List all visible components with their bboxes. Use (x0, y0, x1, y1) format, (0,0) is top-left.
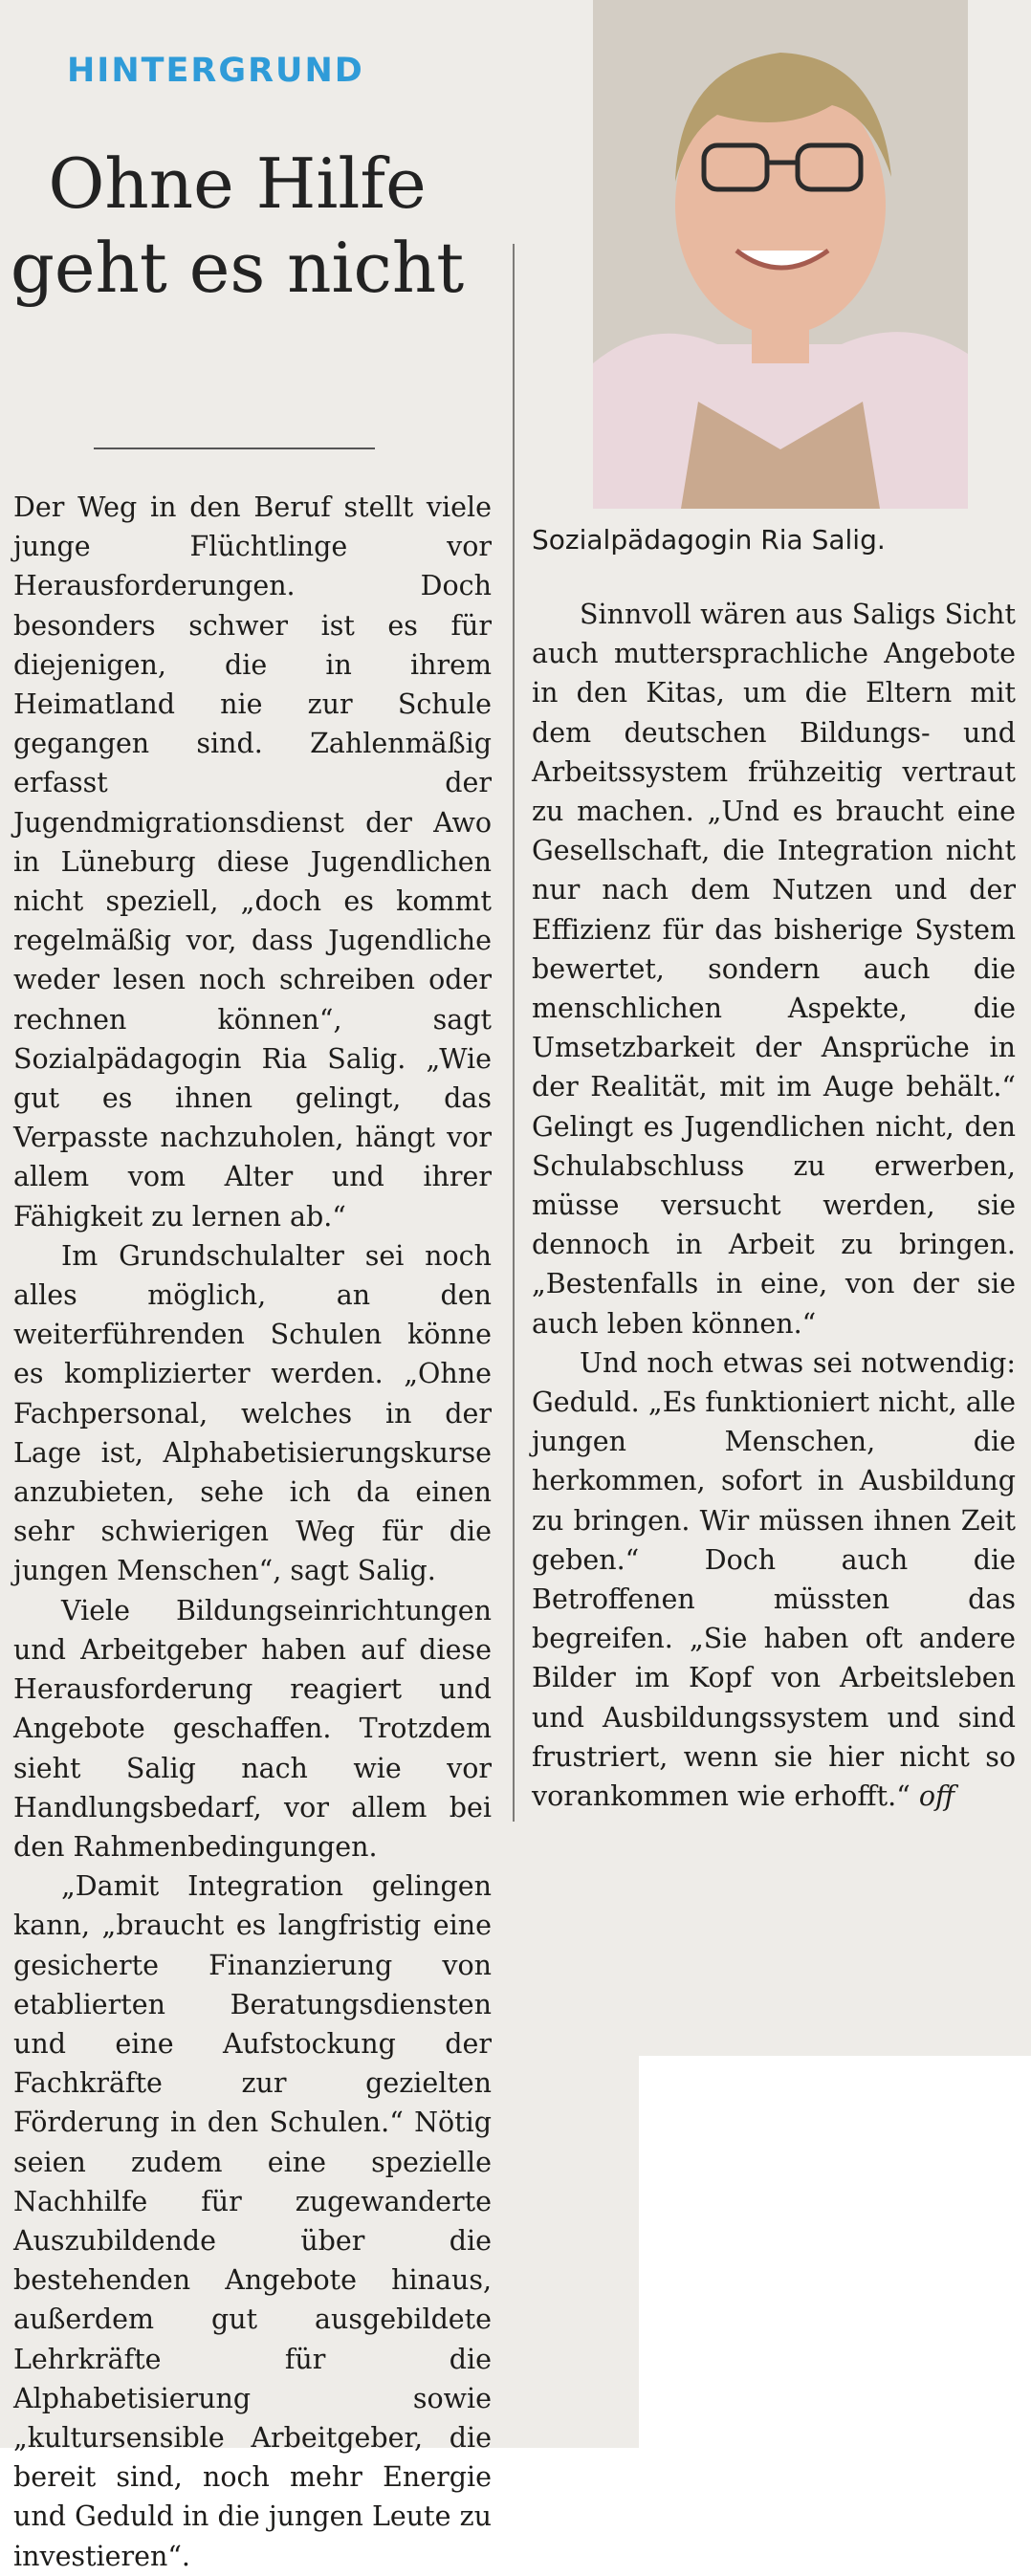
article-column-right (532, 595, 1016, 1816)
paragraph: „Damit Integration gelingen kann, „braucht es langfristig eine gesicherte Finanzierung von etablierten Beratungsdiensten und eine Aufstockung der Fachkräfte zur gezielten Förderung in den Schulen.“ Nötig seien zudem eine spezielle Nachhilfe für zugewanderte Auszubildende über die bestehenden Angebote hinaus, außerdem gut ausgebildete Lehrkräfte für die Alphabetisierung sowie „kultursensible Arbeitgeber, die bereit sind, noch mehr Energie und Geduld in die jungen Leute zu investieren“. (13, 1870, 492, 2572)
article-column-left (13, 488, 492, 2576)
portrait-illustration (593, 0, 968, 509)
article-headline: Ohne Hilfe geht es nicht (10, 143, 465, 308)
paragraph: Sinnvoll wären aus Saligs Sicht auch muttersprachliche Angebote in den Kitas, um die Eltern mit dem deutschen Bildungs- und Arbeitssystem frühzeitig vertraut zu machen. „Und es braucht eine Gesellschaft, die Integration nicht nur nach dem Nutzen und der Effizienz für das bisherige System bewertet, sondern auch die menschlichen Aspekte, die Umsetzbarkeit der Ansprüche in der Realität, mit im Auge behält.“ Gelingt es Jugendlichen nicht, den Schulabschluss zu erwerben, müsse versucht werden, sie dennoch in Arbeit zu bringen. „Bestenfalls in eine, von der sie auch leben können.“ (532, 599, 1016, 1340)
paragraph: Im Grundschulalter sei noch alles möglich, an den weiterführenden Schulen könne es komplizierter werden. „Ohne Fachpersonal, welches in der Lage ist, Alphabetisierungskurse anzubieten, sehe ich da einen sehr schwierigen Weg für die jungen Menschen“, sagt Salig. (13, 1239, 492, 1587)
paragraph: Viele Bildungseinrichtungen und Arbeitgeber haben auf diese Herausforderung reagiert und Angebote geschaffen. Trotzdem sieht Salig nach wie vor Handlungsbedarf, vor allem bei den Rahmenbedingungen. (13, 1594, 492, 1863)
author-signature: off (918, 1780, 955, 1813)
headline-rule (94, 448, 375, 449)
column-divider (513, 244, 515, 1822)
paragraph: Der Weg in den Beruf stellt viele junge Flüchtlinge vor Herausforderungen. Doch besonders schwer ist es für diejenigen, die in ihrem Heimatland nie zur Schule gegangen sind. Zahlenmäßig erfasst der Jugendmigrationsdienst der Awo in Lüneburg diese Jugendlichen nicht speziell, „doch es kommt regelmäßig vor, dass Jugendliche weder lesen noch schreiben oder rechnen können“, sagt Sozialpädagogin Ria Salig. „Wie gut es ihnen gelingt, das Verpasste nachzuholen, hängt vor allem vom Alter und ihrer Fähigkeit zu lernen ab.“ (13, 491, 492, 1233)
photo-caption: Sozialpädagogin Ria Salig. (532, 524, 886, 556)
section-kicker: HINTERGRUND (67, 52, 364, 90)
paragraph-text: Und noch etwas sei notwendig: Geduld. „Es funktioniert nicht, alle jungen Menschen, die herkommen, sofort in Ausbildung zu bringen. Wir müssen ihnen Zeit geben.“ Doch auch die Betroffenen müssten das begreifen. „Sie haben oft andere Bilder im Kopf von Arbeitsleben und Ausbildungssystem und sind frustriert, wenn sie hier nicht so vorankommen wie erhofft.“ (532, 1346, 1016, 1813)
portrait-photo (593, 0, 968, 509)
paragraph (532, 1343, 1016, 1816)
